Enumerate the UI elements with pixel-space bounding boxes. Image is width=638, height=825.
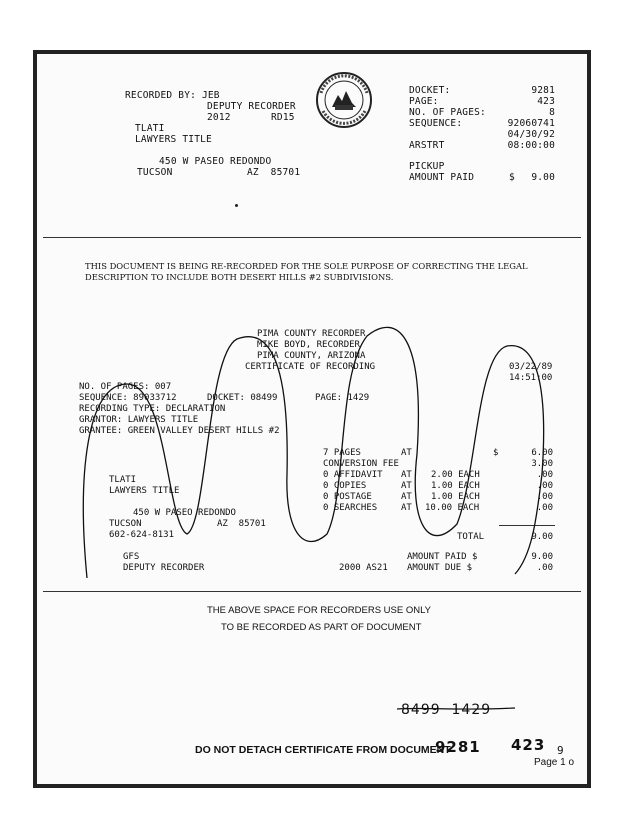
name-line2: LAWYERS TITLE <box>135 134 212 145</box>
fee-label: 7 PAGES <box>323 448 361 458</box>
cert-sequence: SEQUENCE: 89033712 <box>79 393 177 403</box>
fee-amount: .00 <box>536 470 553 480</box>
total-rule <box>499 525 555 526</box>
handwritten-docket: 9281 <box>435 738 481 756</box>
record-note: TO BE RECORDED AS PART OF DOCUMENT <box>221 622 422 633</box>
cert-addr-name2: LAWYERS TITLE <box>109 486 180 496</box>
cert-addr-city: TUCSON <box>109 519 142 529</box>
fee-amount: .00 <box>536 492 553 502</box>
amount-paid-label: AMOUNT PAID <box>409 172 475 183</box>
fee-amount: .00 <box>536 481 553 491</box>
handwritten-docket-page: 8499 1429 <box>401 702 492 718</box>
cert-deputy: DEPUTY RECORDER <box>123 563 205 573</box>
page-value: 423 <box>537 96 555 107</box>
page-suffix: 9 <box>557 744 564 757</box>
state-zip: AZ 85701 <box>247 167 301 178</box>
notice-line2: DESCRIPTION TO INCLUDE BOTH DESERT HILLS #2 SUBDIVISIONS. <box>85 272 394 282</box>
fee-label: 0 AFFIDAVIT <box>323 470 383 480</box>
cert-paid-label: AMOUNT PAID $ <box>407 552 478 562</box>
fee-dollar: $ <box>493 448 499 458</box>
record-time: 08:00:00 <box>507 140 555 151</box>
recorder-code: 2012 <box>207 112 231 123</box>
cert-due-label: AMOUNT DUE $ <box>407 563 473 573</box>
dot-mark <box>235 204 238 207</box>
fee-each: 1.00 EACH <box>431 492 480 502</box>
fee-amount: .00 <box>536 503 553 513</box>
page-label: PAGE: <box>409 96 439 107</box>
cert-date: 03/22/89 <box>509 362 553 372</box>
notice-line1: THIS DOCUMENT IS BEING RE-RECORDED FOR THE SOLE PURPOSE OF CORRECTING THE LEGAL <box>85 261 528 271</box>
fee-at: AT <box>401 448 412 458</box>
fee-label: 0 COPIES <box>323 481 367 491</box>
name-line1: TLATI <box>135 123 165 134</box>
arstrt: ARSTRT <box>409 140 445 151</box>
cert-phone: 602-624-8131 <box>109 530 175 540</box>
record-date: 04/30/92 <box>507 129 555 140</box>
detach-warning: DO NOT DETACH CERTIFICATE FROM DOCUMENT <box>195 744 451 756</box>
divider-bottom <box>43 591 581 592</box>
rd-code: RD15 <box>271 112 295 123</box>
docket-value: 9281 <box>531 85 555 96</box>
fee-label: 0 SEARCHES <box>323 503 378 513</box>
sequence-label: SEQUENCE: <box>409 118 463 129</box>
fee-at: AT <box>401 503 412 513</box>
fee-at: AT <box>401 470 412 480</box>
cert-addr-name1: TLATI <box>109 475 137 485</box>
docket-label: DOCKET: <box>409 85 451 96</box>
handwritten-strikeout <box>397 702 517 716</box>
cert-paid-value: 9.00 <box>531 552 553 562</box>
fee-each: 2.00 EACH <box>431 470 480 480</box>
fee-each: 10.00 EACH <box>425 503 480 513</box>
cert-due-value: .00 <box>536 563 553 573</box>
fee-at: AT <box>401 481 412 491</box>
cert-docket: DOCKET: 08499 <box>207 393 278 403</box>
pages-value: 8 <box>549 107 555 118</box>
fee-label: CONVERSION FEE <box>323 459 399 469</box>
total-label: TOTAL <box>457 532 485 542</box>
pickup: PICKUP <box>409 161 445 172</box>
pages-label: NO. OF PAGES: <box>409 107 486 118</box>
recorded-by: RECORDED BY: JEB <box>125 90 220 101</box>
fee-amount: 6.00 <box>531 448 553 458</box>
city: TUCSON <box>137 167 173 178</box>
amount-paid-value: 9.00 <box>531 172 555 183</box>
cert-recording-type: RECORDING TYPE: DECLARATION <box>79 404 226 414</box>
cert-line2: MIKE BOYD, RECORDER <box>257 340 360 350</box>
total-value: 9.00 <box>531 532 553 542</box>
fee-each: 1.00 EACH <box>431 481 480 491</box>
fee-at: AT <box>401 492 412 502</box>
cert-line1: PIMA COUNTY RECORDER <box>257 329 366 339</box>
cert-line4: CERTIFICATE OF RECORDING <box>245 362 376 372</box>
cert-gfs: GFS <box>123 552 140 562</box>
cert-grantee: GRANTEE: GREEN VALLEY DESERT HILLS #2 <box>79 426 280 436</box>
divider-top <box>43 237 581 238</box>
sequence-value: 92060741 <box>507 118 555 129</box>
cert-page: PAGE: 1429 <box>315 393 370 403</box>
cert-addr-street: 450 W PASEO REDONDO <box>133 508 236 518</box>
deputy-recorder: DEPUTY RECORDER <box>207 101 296 112</box>
fee-amount: 3.00 <box>531 459 553 469</box>
document-sheet <box>33 50 591 788</box>
cert-time: 14:51:00 <box>509 373 553 383</box>
address-line: 450 W PASEO REDONDO <box>159 156 272 167</box>
recorder-space-note: THE ABOVE SPACE FOR RECORDERS USE ONLY <box>207 605 432 616</box>
county-seal-icon <box>315 71 373 129</box>
cert-as-code: 2000 AS21 <box>339 563 388 573</box>
handwritten-page: 423 <box>511 736 546 754</box>
fee-label: 0 POSTAGE <box>323 492 372 502</box>
cert-grantor: GRANTOR: LAWYERS TITLE <box>79 415 199 425</box>
cert-addr-state: AZ 85701 <box>217 519 266 529</box>
page-indicator: Page 1 o <box>534 757 575 768</box>
amount-dollar: $ <box>509 172 515 183</box>
cert-no-pages: NO. OF PAGES: 007 <box>79 382 172 392</box>
cert-line3: PIMA COUNTY, ARIZONA <box>257 351 366 361</box>
